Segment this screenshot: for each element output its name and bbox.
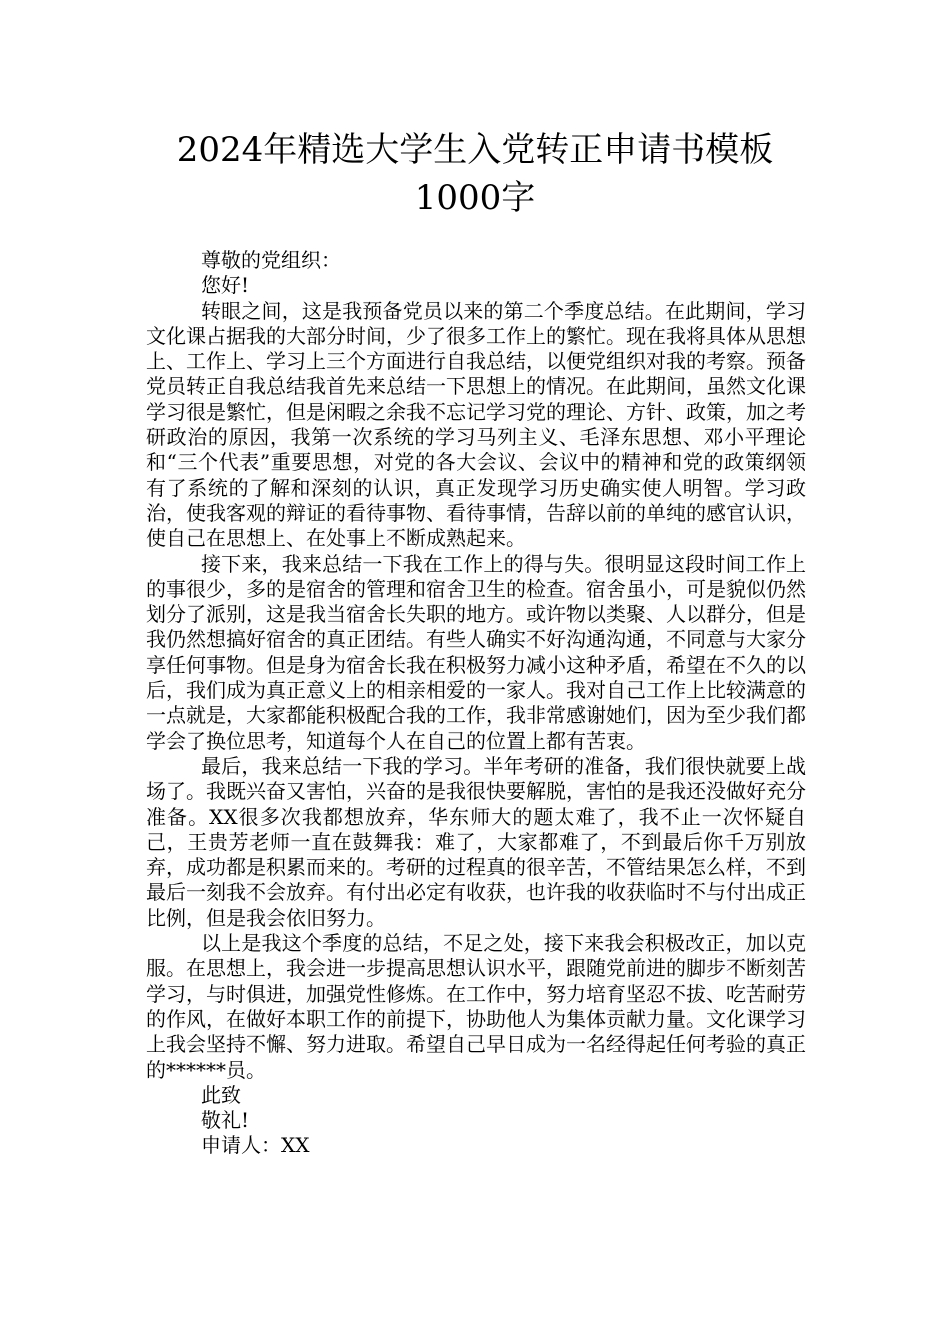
salute: 敬礼! — [201, 1108, 250, 1133]
paragraph-study: 最后，我来总结一下我的学习。半年考研的准备，我们很快就要上战场了。我既兴奋又害怕，兴奋的是我很快要解脱，害怕的是我还没做好充分准备。XX很多次我都想放弃，华东师大的题太难了，我不止一次怀疑自己，王贵芳老师一直在鼓舞我：难了，大家都难了，不到最后你千万别放弃，成功都是积累而来的。考研的过程真的很辛苦，不管结果怎么样，不到最后一刻我不会放弃。有付出必定有收获，也许我的收获临时不与付出成正比例，但是我会依旧努力。 — [146, 753, 806, 930]
paragraph-conclusion: 以上是我这个季度的总结，不足之处，接下来我会积极改正，加以克服。在思想上，我会进一步提高思想认识水平，跟随党前进的脚步不断刻苦学习，与时俱进，加强党性修炼。在工作中，努力培育坚忍不拔、吃苦耐劳的作风，在做好本职工作的前提下，协助他人为集体贡献力量。文化课学习上我会坚持不懈、努力进取。希望自己早日成为一名经得起任何考验的真正的******员。 — [146, 931, 806, 1082]
greeting: 您好! — [201, 273, 250, 298]
title-line-1: 2024年精选大学生入党转正申请书模板 — [176, 130, 774, 170]
salutation: 尊敬的党组织： — [201, 248, 341, 272]
document-title — [100, 126, 850, 222]
title-line-2: 1000字 — [414, 178, 536, 218]
closing: 此致 — [201, 1082, 241, 1107]
document-body — [146, 248, 806, 1159]
paragraph-work: 接下来，我来总结一下我在工作上的得与失。很明显这段时间工作上的事很少，多的是宿舍的管理和宿舍卫生的检查。宿舍虽小，可是貌似仍然划分了派别，这是我当宿舍长失职的地方。或许物以类聚、人以群分，但是我仍然想搞好宿舍的真正团结。有些人确实不好沟通沟通，不同意与大家分享任何事物。但是身为宿舍长我在积极努力减小这种矛盾，希望在不久的以后，我们成为真正意义上的相亲相爱的一家人。我对自己工作上比较满意的一点就是，大家都能积极配合我的工作，我非常感谢她们，因为至少我们都学会了换位思考，知道每个人在自己的位置上都有苦衷。 — [146, 551, 806, 753]
paragraph-thought: 转眼之间，这是我预备党员以来的第二个季度总结。在此期间，学习文化课占据我的大部分时间，少了很多工作上的繁忙。现在我将具体从思想上、工作上、学习上三个方面进行自我总结，以便党组织对我的考察。预备党员转正自我总结我首先来总结一下思想上的情况。在此期间，虽然文化课学习很是繁忙，但是闲暇之余我不忘记学习党的理论、方针、政策，加之考研政治的原因，我第一次系统的学习马列主义、毛泽东思想、邓小平理论和“三个代表”重要思想，对党的各大会议、会议中的精神和党的政策纲领有了系统的了解和深刻的认识，真正发现学习历史确实使人明智。学习政治，使我客观的辩证的看待事物、看待事情，告辞以前的单纯的感官认识，使自己在思想上、在处事上不断成熟起来。 — [146, 298, 806, 551]
applicant: 申请人：XX — [201, 1133, 310, 1158]
